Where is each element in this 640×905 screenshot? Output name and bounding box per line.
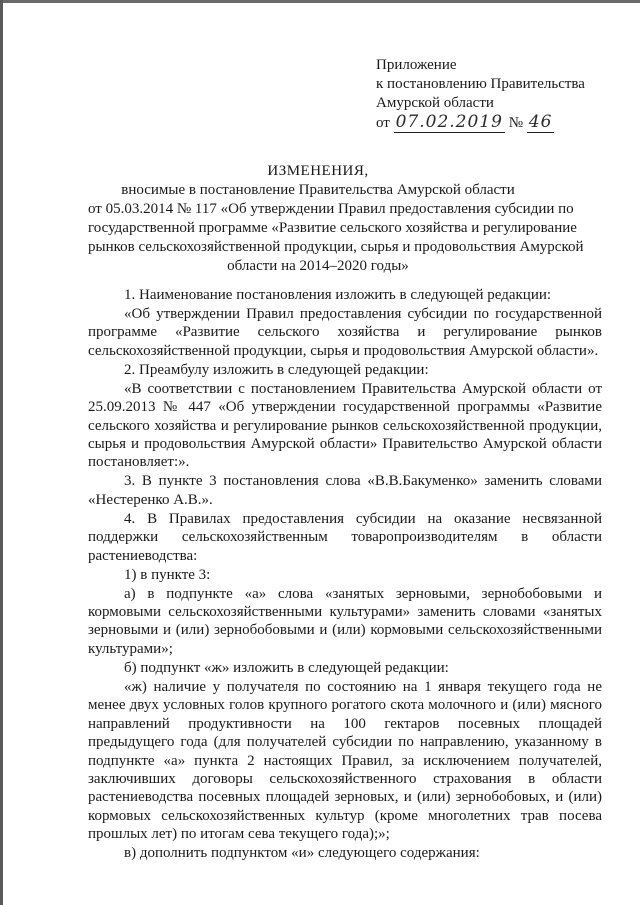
subtitle-line: от 05.03.2014 № 117 «Об утверждении Правил предоставления субсидии по <box>88 201 574 217</box>
paragraph: 3. В пункте 3 постановления слова «В.В.Бакуменко» заменить словами «Нестеренко А.В.». <box>88 473 602 508</box>
number-prefix: № <box>508 115 524 131</box>
date-prefix: от <box>376 115 390 131</box>
title-subtitle <box>88 181 584 276</box>
paragraph: а) в подпункте «а» слова «занятых зерновыми, зернобобовыми и кормовыми сельскохозяйственными культурами» заменить словами «занятых зерновыми и (или) зернобобовыми и (или) кормовыми сельскохозяйственными культурами»; <box>88 585 602 657</box>
document-title <box>88 162 584 276</box>
paragraph: в) дополнить подпунктом «и» следующего содержания: <box>124 845 480 862</box>
paragraph: б) подпункт «ж» изложить в следующей редакции: <box>124 659 449 676</box>
subtitle-line: вносимые в постановление Правительства Амурской области <box>121 182 515 198</box>
subtitle-line: области на 2014–2020 годы» <box>227 258 409 274</box>
scan-top-edge <box>0 0 640 3</box>
annex-decree-ref: к постановлению Правительства <box>376 76 585 92</box>
paragraph: 1. Наименование постановления изложить в следующей редакции: <box>124 287 552 303</box>
title-heading: ИЗМЕНЕНИЯ, <box>267 163 369 179</box>
paragraph: 1) в пункте 3: <box>124 566 211 583</box>
paragraph: «Об утверждении Правил предоставления субсидии по государственной программе «Развитие сельского хозяйства и регулирование рынков сельскохозяйственной продукции, сырья и продовольствия Амурской области». <box>88 306 602 359</box>
paragraph: 2. Преамбулу изложить в следующей редакции: <box>124 361 429 378</box>
annex-region: Амурской области <box>376 95 494 111</box>
handwritten-date: 07.02.2019 <box>395 112 503 132</box>
annex-block <box>376 56 585 133</box>
paragraph: «В соответствии с постановлением Правительства Амурской области от 25.09.2013 № 447 «Об утверждении государственной программы «Развитие сельского хозяйства и регулирование рынков сельскохозяйственной продукции, сырья и продовольствия Амурской области» Правительство Амурской области постановляет:». <box>88 380 602 471</box>
scan-left-edge <box>0 0 3 905</box>
handwritten-number: 46 <box>528 112 553 132</box>
subtitle-line: рынков сельскохозяйственной продукции, сырья и продовольствия Амурской <box>88 239 584 255</box>
subtitle-line: государственной программе «Развитие сельского хозяйства и регулирование <box>88 220 577 236</box>
paragraph: 4. В Правилах предоставления субсидии на оказание несвязанной поддержки сельскохозяйственным товаропроизводителям в области растениеводства: <box>88 510 602 564</box>
paragraph: «ж) наличие у получателя по состоянию на 1 января текущего года не менее двух условных голов крупного рогатого скота молочного и (или) мясного направлений продуктивности на 100 гектаров посевных площадей предыдущего года (для получателей субсидии по направлению, указанному в подпункте «а» пункта 2 настоящих Правил, за исключением получателей, заключивших договоры сельскохозяйственного страхования в области растениеводства посевных площадей зерновых, и (или) зернобобовых, и (или) кормовых сельскохозяйственных культур (кроме многолетних трав посева прошлых лет) по итогам сева текущего года);»; <box>88 678 602 843</box>
annex-date-line <box>376 113 585 133</box>
document-body <box>88 286 602 863</box>
annex-label: Приложение <box>376 57 457 73</box>
